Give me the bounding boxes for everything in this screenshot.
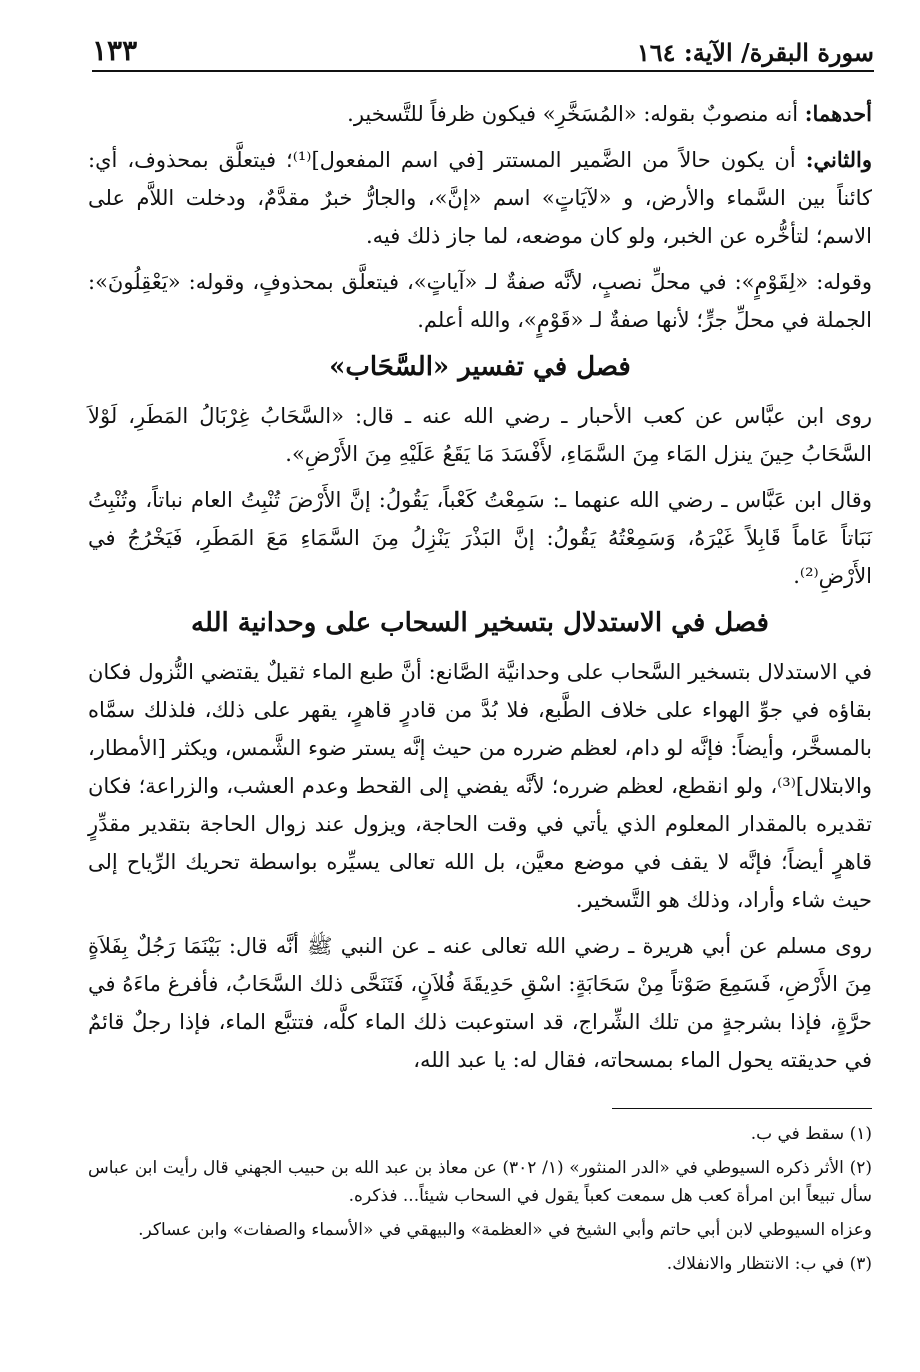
paragraph-istidlal: في الاستدلال بتسخير السَّحاب على وحدانيَّة الصَّانع: أنَّ طبع الماء ثقيلٌ يقتضي النُّزول فكان بقاؤه في جوِّ الهواء على خلاف الطَّبع، فلا بُدَّ من قادرٍ قاهرٍ، يقهر على ذلك، فلذلك سمَّاه بالمسخَّر، وأيضاً: فإنَّه لو دام، لعظم ضرره من حيث إنَّه يستر ضوء الشَّمس، ويكثر [الأمطار، والابتلال]⁽³⁾، ولو انقطع، لعظم ضرره؛ لأنَّه يفضي إلى القحط وعدم العشب، والزراعة؛ فكان تقديره بالمقدار المعلوم الذي يأتي في وقت الحاجة، ويزول عند زوال الحاجة بتقدير مقدِّرٍ قاهرٍ أيضاً؛ فإنَّه لا يقف في موضع معيَّن، بل الله تعالى يسيِّره بواسطة تحريك الرِّياح إلى حيث شاء وأراد، وذلك هو التَّسخير. [88, 660, 872, 912]
main-text [88, 95, 872, 1087]
page-header [92, 30, 874, 72]
paragraph-liqawm: وقوله: «لِقَوْمٍ»: في محلِّ نصبٍ، لأنَّه صفةٌ لـ «آياتٍ»، فيتعلَّق بمحذوفٍ، وقوله: «يَعْقِلُونَ»: الجملة في محلِّ جرٍّ؛ لأنها صفةٌ لـ «قَوْمٍ»، والله أعلم. [88, 270, 872, 332]
footnote-2-continued: وعزاه السيوطي لابن أبي حاتم وأبي الشيخ في «العظمة» والبيهقي في «الأسماء والصفات» وابن عساكر. [138, 1220, 872, 1240]
paragraph-ibn-abbas-2: وقال ابن عَبَّاس ـ رضي الله عنهما ـ: سَمِعْتُ كَعْباً، يَقُولُ: إنَّ الأَرْضَ تُنْبِتُ العام نباتاً، وتُنْبِتُ نَبَاتاً عَاماً قَابِلاً غَيْرَهُ، وَسَمِعْتُهُ يَقُولُ: إنَّ البَذْرَ يَنْزِلُ مِنَ السَّمَاءِ مَعَ المَطَرِ، فَيَخْرُجُ في الأَرْضِ⁽²⁾. [88, 488, 872, 588]
footnote-1: (١) سقط في ب. [750, 1124, 872, 1144]
footnote-divider [612, 1108, 872, 1109]
paragraph-text: أن يكون حالاً من الضَّمير المستتر [في اسم المفعول]⁽¹⁾؛ فيتعلَّق بمحذوف، أي: كائناً بين السَّماء والأرض، و «لآيَاتٍ» اسم «إنَّ»، والجارُّ خبرٌ مقدَّمٌ، ودخلت اللاَّم على الاسم؛ لتأخُّره عن الخبر، ولو كان موضعه، لما جاز ذلك فيه. [88, 148, 872, 248]
page-number: ١٣٣ [92, 34, 138, 67]
paragraph-ibn-abbas-1: روى ابن عبَّاس عن كعب الأحبار ـ رضي الله عنه ـ قال: «السَّحَابُ غِرْبَالُ المَطَرِ، لَوْلاَ السَّحَابُ حِينَ ينزل المَاء مِنَ السَّمَاءِ، لأَفْسَدَ مَا يَقَعُ عَلَيْهِ مِنَ الأَرْضِ». [88, 404, 872, 466]
section-heading: فصل في تفسير «السَّحَاب» [329, 352, 631, 382]
paragraph-first-opinion [88, 95, 872, 133]
footnote-2: (٢) الأثر ذكره السيوطي في «الدر المنثور» (١/ ٣٠٢) عن معاذ بن عبد الله بن حبيب الجهني قال رأيت ابن عباس سأل تبيعاً ابن امرأة كعب هل سمعت كعباً يقول في السحاب شيئاً... فذكره. [88, 1158, 872, 1206]
running-title: سورة البقرة/ الآية: ١٦٤ [636, 38, 874, 67]
paragraph-lead: والثاني: [805, 147, 872, 172]
paragraph-second-opinion [88, 141, 872, 255]
footnote-3: (٣) في ب: الانتظار والانفلاك. [666, 1254, 872, 1274]
paragraph-text: أنه منصوبٌ بقوله: «المُسَخَّرِ» فيكون ظرفاً للتَّسخير. [347, 102, 805, 126]
paragraph-lead: أحدهما: [804, 101, 872, 126]
footnotes [88, 1120, 872, 1284]
section-heading: فصل في الاستدلال بتسخير السحاب على وحدانية الله [191, 608, 769, 638]
paragraph-muslim-hadith: روى مسلم عن أبي هريرة ـ رضي الله تعالى عنه ـ عن النبي ﷺ أنَّه قال: بَيْنَمَا رَجُلٌ بِفَلاَةٍ مِنَ الأَرْضِ، فَسَمِعَ صَوْتاً مِنْ سَحَابَةٍ: اسْقِ حَدِيقَةَ فُلاَنٍ، فَتَنَحَّى ذلك السَّحَابُ، فأفرغ ماءَهُ في حرَّةٍ، فإذا بشرجةٍ من تلك الشِّراج، قد استوعبت ذلك الماء كلَّه، فتتبَّع الماء، فإذا رجلٌ قائمٌ في حديقته يحول الماء بمسحاته، فقال له: يا عبد الله، [88, 934, 872, 1072]
